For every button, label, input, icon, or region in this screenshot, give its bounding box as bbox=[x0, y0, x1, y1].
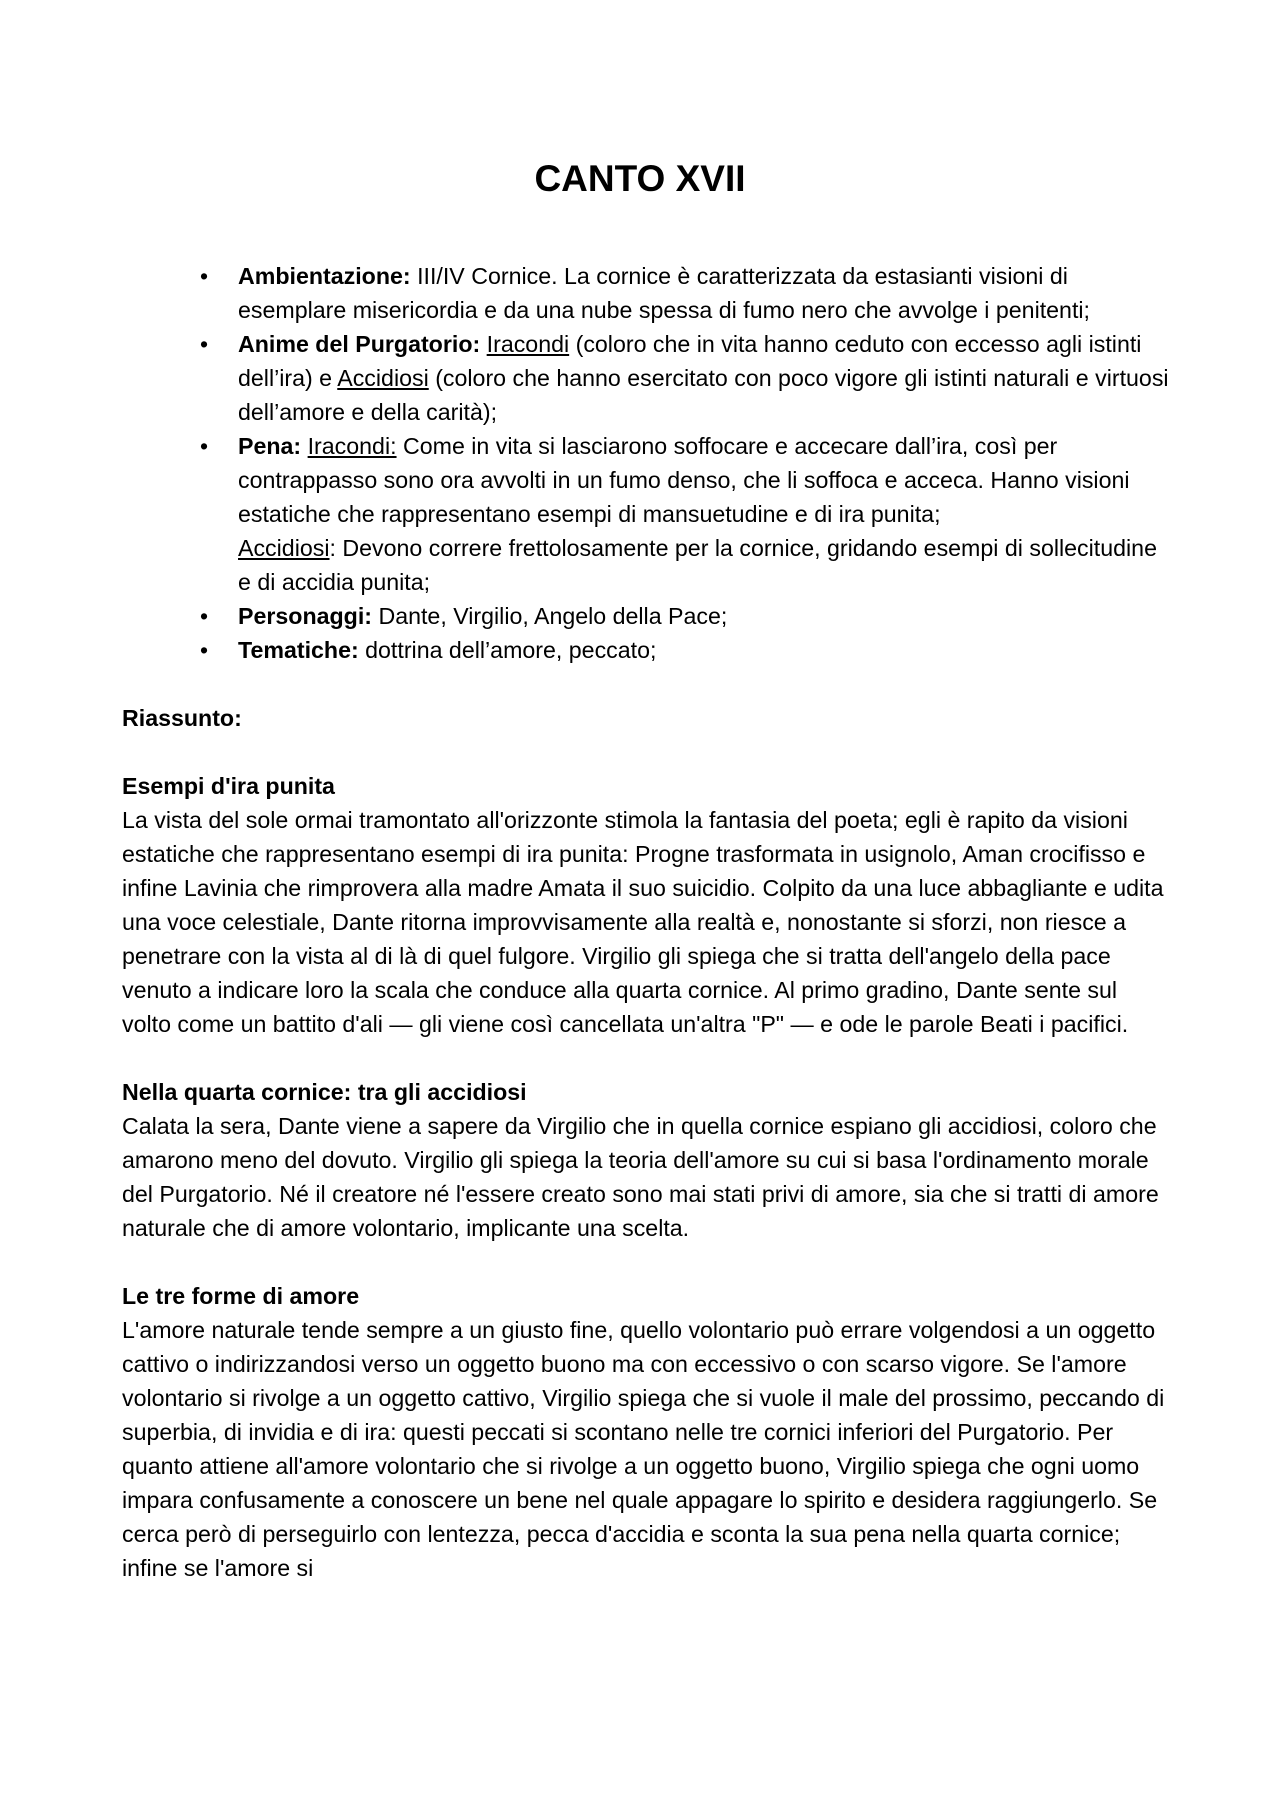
personaggi-label: Personaggi: bbox=[238, 603, 372, 629]
anime-text-2: (coloro che in vita hanno ceduto con eccesso agli istinti dell’ira) e bbox=[238, 331, 1142, 391]
section-heading-quarta-cornice: Nella quarta cornice: tra gli accidiosi bbox=[122, 1079, 527, 1105]
pena-label: Pena: bbox=[238, 433, 302, 459]
page-title: CANTO XVII bbox=[534, 158, 746, 199]
bullet-icon: • bbox=[200, 433, 209, 459]
tematiche-label: Tematiche: bbox=[238, 637, 359, 663]
anime-text-3: (coloro che hanno esercitato con poco vigore gli istinti naturali e virtuosi dell’amore e della carità); bbox=[238, 365, 1169, 425]
personaggi-text: Dante, Virgilio, Angelo della Pace; bbox=[372, 603, 728, 629]
ambientazione-label: Ambientazione: bbox=[238, 263, 411, 289]
ambientazione-text: III/IV Cornice. La cornice è caratterizzata da estasianti visioni di esemplare misericordia e da una nube spessa di fumo nero che avvolge i penitenti; bbox=[238, 263, 1090, 323]
pena-text-3: : Devono correre frettolosamente per la cornice, gridando esempi di sollecitudine e di accidia punita; bbox=[238, 535, 1157, 595]
section-heading-esempi: Esempi d'ira punita bbox=[122, 773, 335, 799]
anime-label: Anime del Purgatorio: bbox=[238, 331, 481, 357]
anime-iracondi: Iracondi bbox=[486, 331, 570, 357]
section-heading-tre-forme: Le tre forme di amore bbox=[122, 1283, 360, 1309]
pena-text-2: Come in vita si lasciarono soffocare e accecare dall’ira, così per contrappasso sono ora avvolti in un fumo denso, che li soffoca e acceca. Hanno visioni estatiche che rappresentano esempi di mansuetudine e di ira punita; bbox=[238, 433, 1130, 527]
list-item-tematiche bbox=[200, 633, 1172, 667]
bullet-icon: • bbox=[200, 331, 209, 357]
info-list bbox=[122, 259, 1172, 667]
pena-accidiosi: Accidiosi bbox=[238, 535, 330, 561]
section-text-quarta-cornice: Calata la sera, Dante viene a sapere da Virgilio che in quella cornice espiano gli accidiosi, coloro che amarono meno del dovuto. Virgilio gli spiega la teoria dell'amore su cui si basa l'ordinamento morale del Purgatorio. Né il creatore né l'essere creato sono mai stati privi di amore, sia che si tratti di amore naturale che di amore volontario, implicante una scelta. bbox=[122, 1113, 1159, 1241]
riassunto-label: Riassunto: bbox=[122, 705, 242, 731]
anime-accidiosi: Accidiosi bbox=[337, 365, 429, 391]
section-text-tre-forme: L'amore naturale tende sempre a un giusto fine, quello volontario può errare volgendosi a un oggetto cattivo o indirizzandosi verso un oggetto buono ma con eccessivo o con scarso vigore. Se l'amore volontario si rivolge a un oggetto cattivo, Virgilio spiega che si vuole il male del prossimo, peccando di superbia, di invidia e di ira: questi peccati si scontano nelle tre cornici inferiori del Purgatorio. Per quanto attiene all'amore volontario che si rivolge a un oggetto buono, Virgilio spiega che ogni uomo impara confusamente a conoscere un bene nel quale appagare lo spirito e desidera raggiungerlo. Se cerca però di perseguirlo con lentezza, pecca d'accidia e sconta la sua pena nella quarta cornice; infine se l'amore si bbox=[122, 1317, 1165, 1581]
section-text-esempi: La vista del sole ormai tramontato all'orizzonte stimola la fantasia del poeta; egli è rapito da visioni estatiche che rappresentano esempi di ira punita: Progne trasformata in usignolo, Aman crocifisso e infine Lavinia che rimprovera alla madre Amata il suo suicidio. Colpito da una luce abbagliante e udita una voce celestiale, Dante ritorna improvvisamente alla realtà e, nonostante si sforzi, non riesce a penetrare con la vista al di là di quel fulgore. Virgilio gli spiega che si tratta dell'angelo della pace venuto a indicare loro la scala che conduce alla quarta cornice. Al primo gradino, Dante sente sul volto come un battito d'ali — gli viene così cancellata un'altra "P" — e ode le parole Beati i pacifici. bbox=[122, 807, 1164, 1037]
bullet-icon: • bbox=[200, 637, 209, 663]
bullet-icon: • bbox=[200, 603, 209, 629]
list-item-pena bbox=[200, 429, 1172, 599]
bullet-icon: • bbox=[200, 263, 209, 289]
list-item-anime bbox=[200, 327, 1172, 429]
pena-iracondi: Iracondi: bbox=[307, 433, 397, 459]
list-item-personaggi bbox=[200, 599, 1172, 633]
document-body bbox=[122, 259, 1172, 1585]
tematiche-text: dottrina dell’amore, peccato; bbox=[358, 637, 657, 663]
list-item-ambientazione bbox=[200, 259, 1172, 327]
